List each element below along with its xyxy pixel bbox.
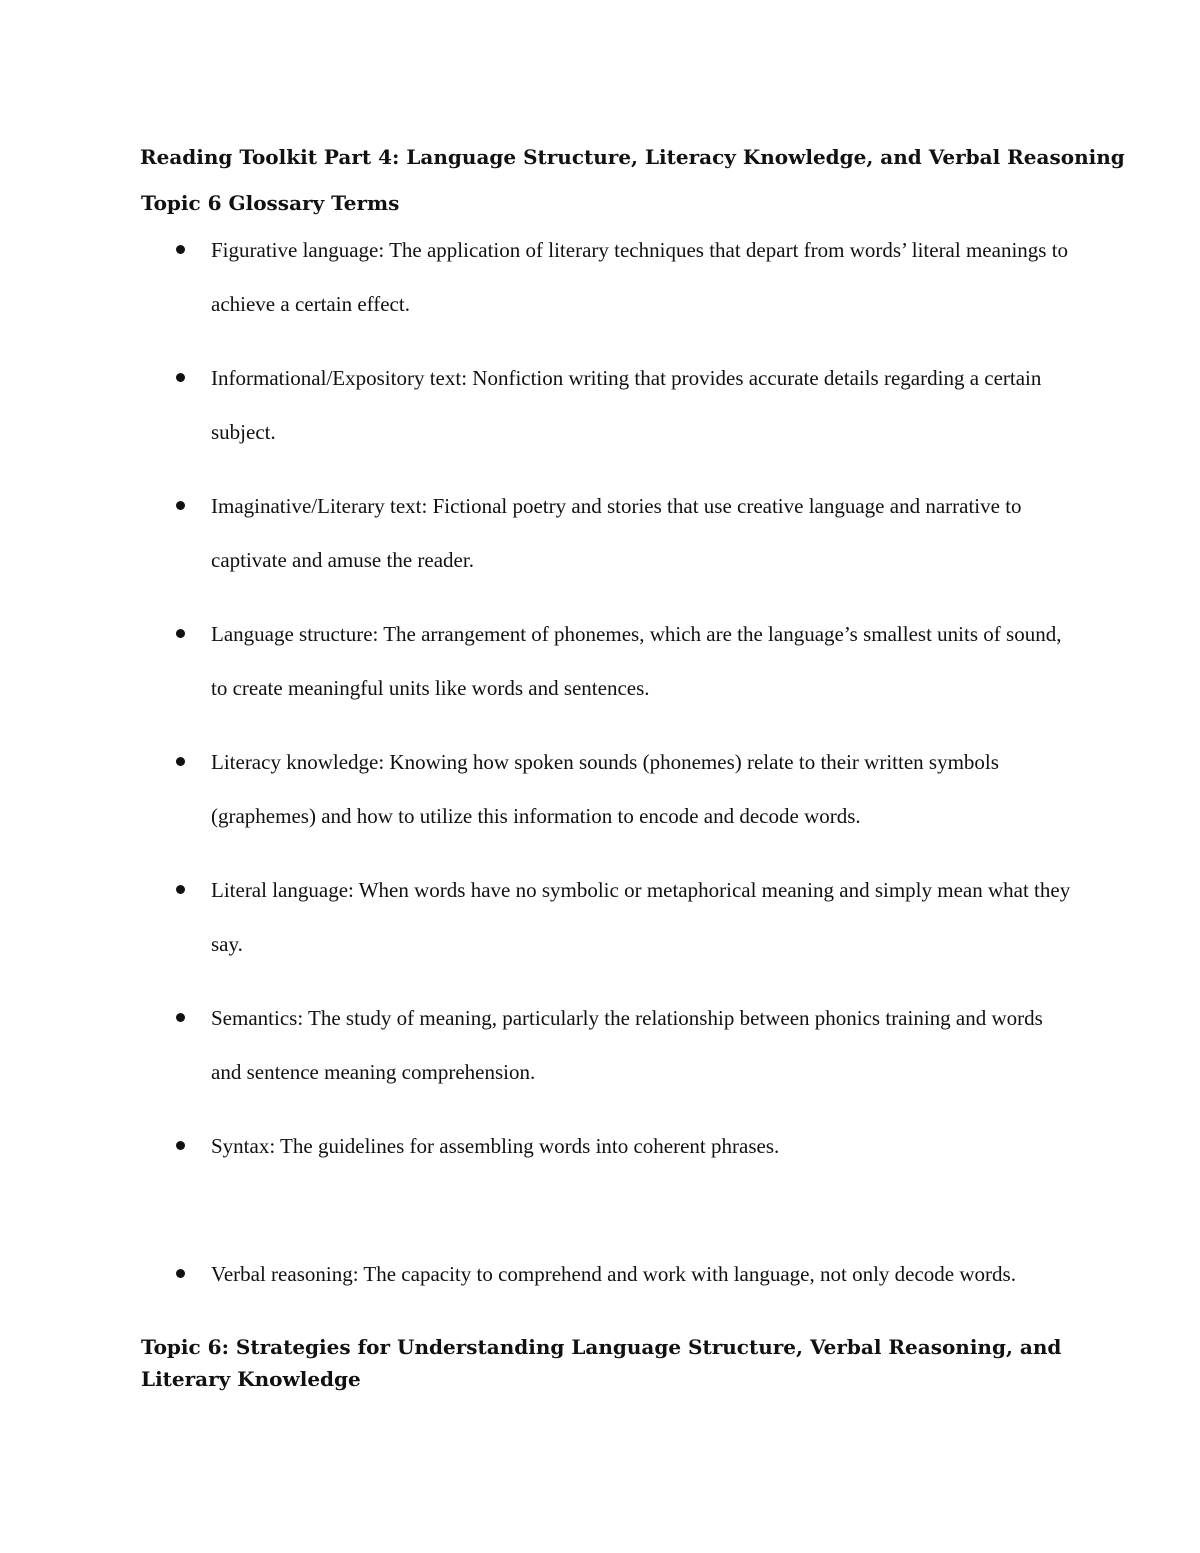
list-item bbox=[0, 875, 1200, 1003]
glossary-term-imaginative-text: Imaginative/Literary text: Fictional poetry and stories that use creative language and narrative to captivate and amuse the reader. bbox=[211, 494, 1022, 572]
list-item bbox=[0, 491, 1200, 619]
list-item bbox=[0, 1003, 1200, 1131]
glossary-term-informational-text: Informational/Expository text: Nonfiction writing that provides accurate details regarding a certain subject. bbox=[211, 366, 1042, 444]
glossary-term-verbal-reasoning: Verbal reasoning: The capacity to comprehend and work with language, not only decode words. bbox=[211, 1262, 1016, 1286]
bullet-icon bbox=[176, 1269, 185, 1278]
bullet-icon bbox=[176, 885, 185, 894]
glossary-term-literal-language: Literal language: When words have no symbolic or metaphorical meaning and simply mean what they say. bbox=[211, 878, 1071, 956]
glossary-term-figurative-language: Figurative language: The application of literary techniques that depart from words’ literal meanings to achieve a certain effect. bbox=[211, 238, 1069, 316]
glossary-term-literacy-knowledge: Literacy knowledge: Knowing how spoken sounds (phonemes) relate to their written symbols (graphemes) and how to utilize this information to encode and decode words. bbox=[211, 750, 999, 828]
bullet-icon bbox=[176, 501, 185, 510]
list-item bbox=[0, 363, 1200, 491]
glossary-heading: Topic 6 Glossary Terms bbox=[141, 191, 400, 215]
list-item bbox=[0, 747, 1200, 875]
list-item bbox=[0, 1131, 1200, 1259]
list-item bbox=[0, 235, 1200, 363]
glossary-term-language-structure: Language structure: The arrangement of phonemes, which are the language’s smallest units of sound, to create meaningful units like words and sentences. bbox=[211, 622, 1062, 700]
glossary-list bbox=[0, 235, 1200, 1387]
bullet-icon bbox=[176, 245, 185, 254]
bullet-icon bbox=[176, 757, 185, 766]
document-title: Reading Toolkit Part 4: Language Structure, Literacy Knowledge, and Verbal Reasoning bbox=[140, 145, 1125, 169]
bullet-icon bbox=[176, 629, 185, 638]
bullet-icon bbox=[176, 1013, 185, 1022]
section-heading: Topic 6: Strategies for Understanding Language Structure, Verbal Reasoning, and Literary Knowledge bbox=[141, 1335, 1062, 1391]
bullet-icon bbox=[176, 1141, 185, 1150]
bullet-icon bbox=[176, 373, 185, 382]
glossary-term-semantics: Semantics: The study of meaning, particularly the relationship between phonics training and words and sentence meaning comprehension. bbox=[211, 1006, 1043, 1084]
list-item bbox=[0, 619, 1200, 747]
glossary-term-syntax: Syntax: The guidelines for assembling words into coherent phrases. bbox=[211, 1134, 780, 1158]
